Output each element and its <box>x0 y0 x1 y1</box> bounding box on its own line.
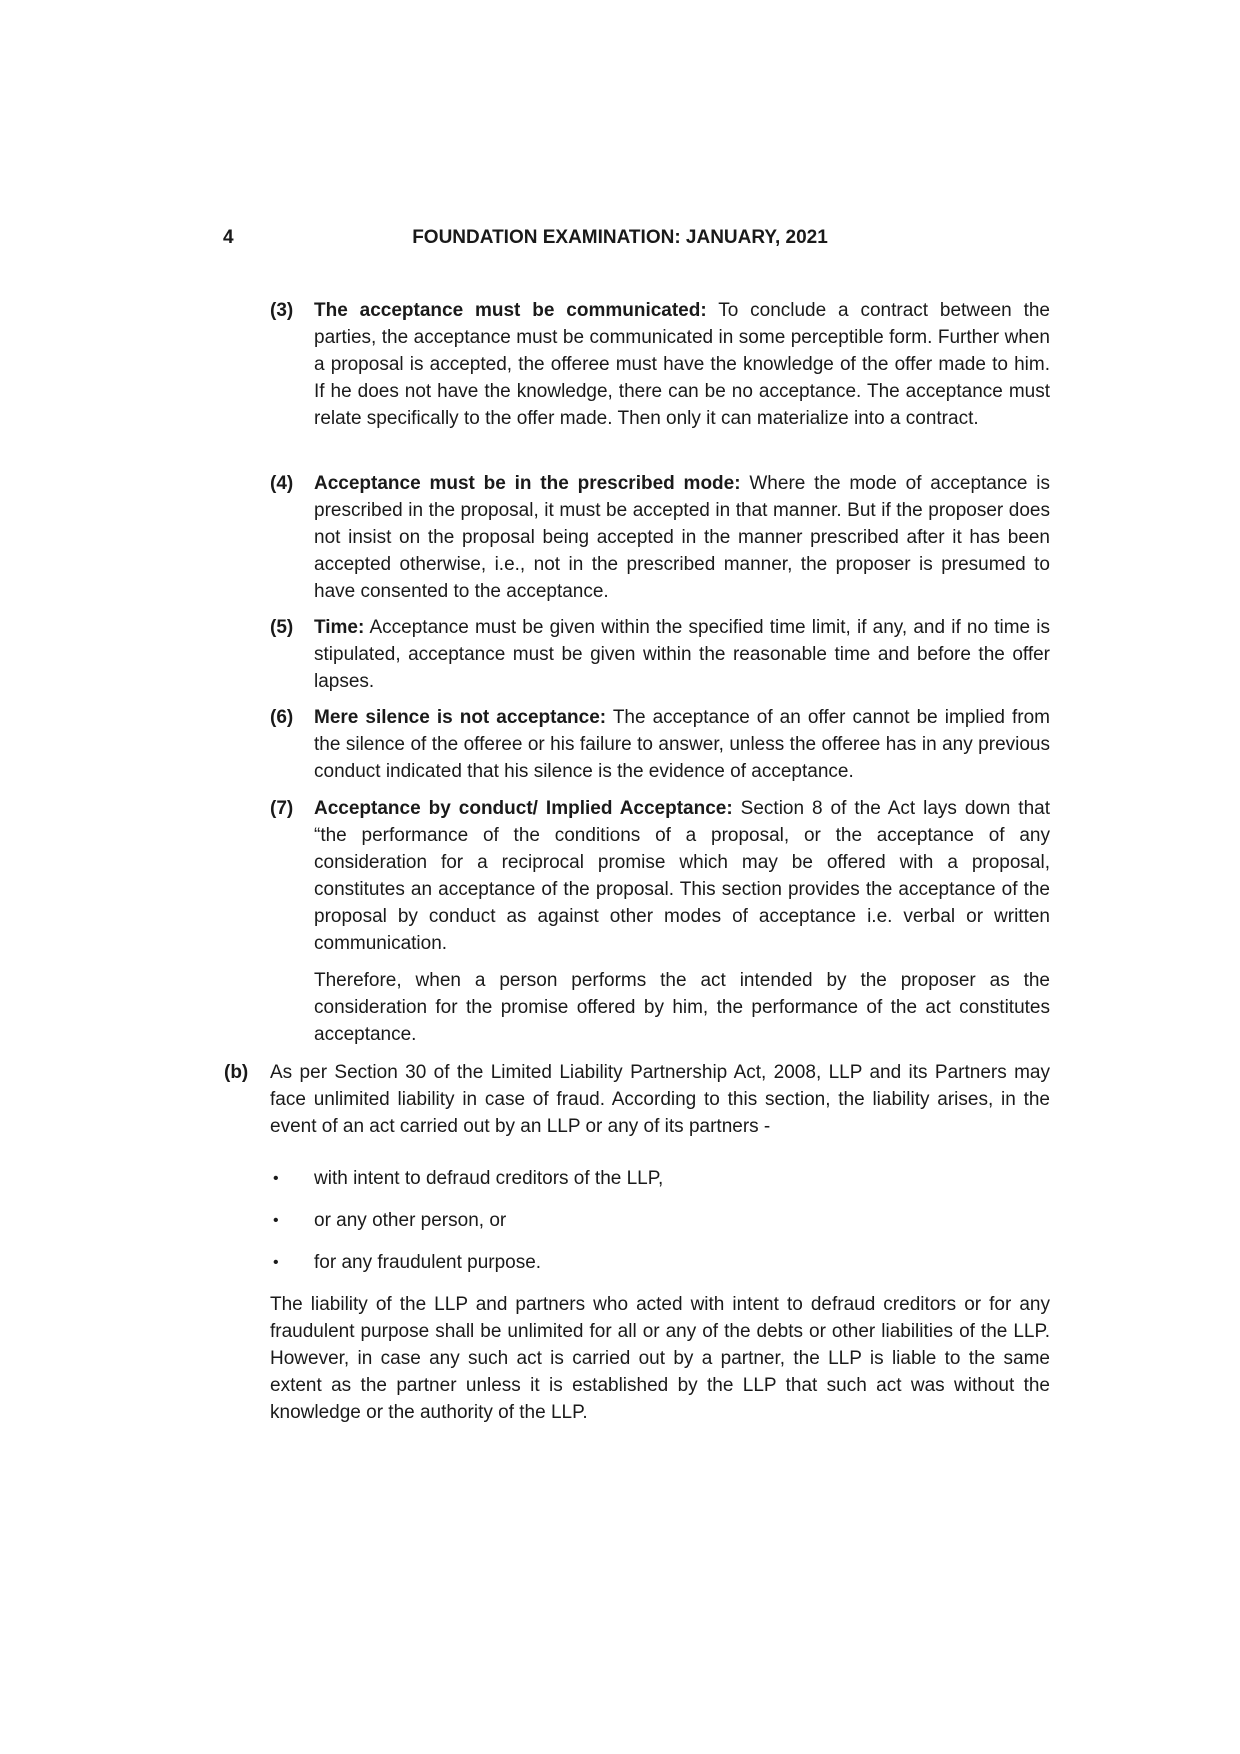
bullet-item <box>270 1165 1050 1192</box>
item-body: Acceptance must be given within the specified time limit, if any, and if no time is stipulated, acceptance must be given within the reasonable time and before the offer lapses. <box>314 617 1051 692</box>
item-heading: Acceptance must be in the prescribed mode: <box>314 473 741 494</box>
item-4 <box>270 470 1050 605</box>
item-heading: Mere silence is not acceptance: <box>314 707 607 728</box>
item-6 <box>270 704 1050 785</box>
item-body: The acceptance of an offer cannot be implied from the silence of the offeree or his failure to answer, unless the offeree has in any previous conduct indicated that his silence is the evidence of acceptance. <box>314 707 1050 782</box>
page-number: 4 <box>223 227 234 248</box>
bullet-text: or any other person, or <box>314 1210 507 1231</box>
item-7 <box>270 795 1050 1048</box>
part-b-closing: The liability of the LLP and partners who acted with intent to defraud creditors or for any fraudulent purpose shall be unlimited for all or any of the debts or other liabilities of the LLP. However, in case any such act is carried out by a partner, the LLP is liable to the same extent as the partner unless it is established by the LLP that such act was without the knowledge or the authority of the LLP. <box>270 1294 1050 1423</box>
item-heading: Acceptance by conduct/ Implied Acceptance: <box>314 798 733 819</box>
item-text <box>314 704 1050 785</box>
item-body: To conclude a contract between the parties, the acceptance must be communicated in some perceptible form. Further when a proposal is accepted, the offeree must have the knowledge of the offer made to him. If he does not have the knowledge, there can be no acceptance. The acceptance must relate specifically to the offer made. Then only it can materialize into a contract. <box>314 300 1050 429</box>
item-heading: Time: <box>314 617 365 638</box>
bullet-icon: • <box>273 1170 279 1187</box>
item-3 <box>270 297 1050 432</box>
item-number: (4) <box>270 473 294 494</box>
bullet-icon: • <box>273 1212 279 1229</box>
item-number: (5) <box>270 617 294 638</box>
item-text <box>314 795 1050 957</box>
bullet-text: with intent to defraud creditors of the LLP, <box>314 1168 664 1189</box>
item-text <box>314 614 1050 695</box>
item-continuation: Therefore, when a person performs the act intended by the proposer as the consideration for the promise offered by him, the performance of the act constitutes acceptance. <box>314 970 1050 1045</box>
item-body: Section 8 of the Act lays down that “the performance of the conditions of a proposal, or the acceptance of any consideration for a reciprocal promise which may be offered with a proposal, constitutes an acceptance of the proposal. This section provides the acceptance of the proposal by conduct as against other modes of acceptance i.e. verbal or written communication. <box>314 798 1050 954</box>
bullet-icon: • <box>273 1254 279 1271</box>
item-number: (6) <box>270 707 294 728</box>
item-heading: The acceptance must be communicated: <box>314 300 707 321</box>
bullet-item <box>270 1207 1050 1234</box>
part-b-intro: As per Section 30 of the Limited Liability Partnership Act, 2008, LLP and its Partners may face unlimited liability in case of fraud. According to this section, the liability arises, in the event of an act carried out by an LLP or any of its partners - <box>270 1062 1050 1137</box>
item-text <box>314 297 1050 432</box>
item-5 <box>270 614 1050 695</box>
part-b-label: (b) <box>224 1062 249 1083</box>
bullet-text: for any fraudulent purpose. <box>314 1252 542 1273</box>
item-text <box>314 470 1050 605</box>
item-number: (7) <box>270 798 294 819</box>
page-header-title: FOUNDATION EXAMINATION: JANUARY, 2021 <box>412 227 828 248</box>
bullet-item <box>270 1249 1050 1276</box>
item-number: (3) <box>270 300 294 321</box>
item-body: Where the mode of acceptance is prescribed in the proposal, it must be accepted in that manner. But if the proposer does not insist on the proposal being accepted in the manner prescribed after it has been accepted otherwise, i.e., not in the prescribed manner, the proposer is presumed to have consented to the acceptance. <box>314 473 1051 602</box>
part-b <box>224 1059 1050 1140</box>
